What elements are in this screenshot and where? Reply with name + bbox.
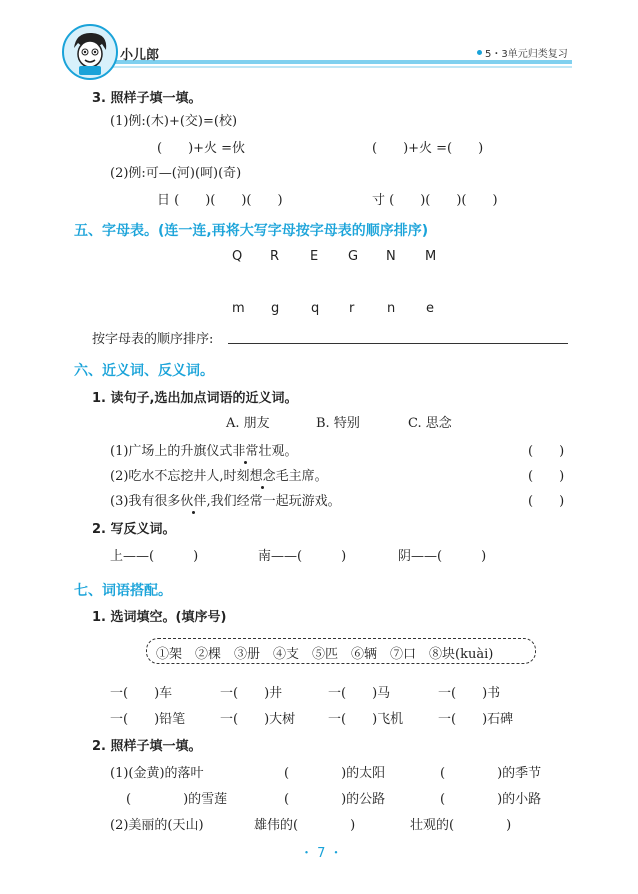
antonym-item[interactable]: 南——( ) bbox=[258, 549, 347, 564]
sentence-text: (2)吃水不忘挖井人,时刻 bbox=[110, 469, 250, 484]
sentence-text: 毛主席。 bbox=[275, 469, 328, 484]
uppercase-letter: N bbox=[386, 249, 396, 264]
lowercase-letter: m bbox=[232, 301, 245, 316]
page-number: ・ 7 ・ bbox=[300, 846, 343, 861]
q3-title: 3. 照样子填一填。 bbox=[92, 91, 202, 106]
uppercase-letter: R bbox=[270, 249, 280, 264]
sentence-text: (3)我有很多 bbox=[110, 494, 181, 509]
answer-blank[interactable]: ( ) bbox=[528, 494, 565, 509]
measure-word-blank[interactable]: 一( )车 bbox=[110, 686, 173, 701]
answer-blank[interactable]: ( ) bbox=[528, 469, 565, 484]
phrase-item[interactable]: ( )的小路 bbox=[440, 792, 542, 807]
dotted-word: 非常 bbox=[232, 444, 259, 459]
lowercase-letter: g bbox=[271, 301, 280, 316]
sentence-text: 壮观。 bbox=[258, 444, 298, 459]
phrase-item[interactable]: ( )的季节 bbox=[440, 766, 542, 781]
section7-title: 七、词语搭配。 bbox=[74, 583, 172, 599]
s7-q2-title: 2. 照样子填一填。 bbox=[92, 739, 202, 754]
phrase-item: (1)(金黄)的落叶 bbox=[110, 766, 204, 781]
phrase-item[interactable]: ( )的公路 bbox=[284, 792, 386, 807]
section6-title: 六、近义词、反义词。 bbox=[74, 363, 214, 379]
lowercase-letter: e bbox=[426, 301, 434, 316]
q3-example-2: (2)例:可—(河)(呵)(奇) bbox=[110, 166, 242, 181]
option-c: C. 思念 bbox=[408, 416, 452, 431]
dotted-word: 想念 bbox=[249, 469, 276, 484]
s6-q1-title: 1. 读句子,选出加点词语的近义词。 bbox=[92, 391, 298, 406]
measure-word-blank[interactable]: 一( )马 bbox=[328, 686, 391, 701]
phrase-item[interactable]: 雄伟的( ) bbox=[254, 818, 356, 833]
measure-word-blank[interactable]: 一( )飞机 bbox=[328, 712, 404, 727]
antonym-item[interactable]: 上——( ) bbox=[110, 549, 199, 564]
dotted-word: 伙伴 bbox=[180, 494, 207, 509]
sentence-text: (1)广场上的升旗仪式 bbox=[110, 444, 233, 459]
sentence-3 bbox=[110, 490, 341, 509]
uppercase-letter: E bbox=[310, 249, 319, 264]
word-options: ①架 ②棵 ③册 ④支 ⑤匹 ⑥辆 ⑦口 ⑧块(kuài) bbox=[156, 647, 494, 662]
section5-title: 五、字母表。(连一连,再将大写字母按字母表的顺序排序) bbox=[74, 223, 429, 239]
measure-word-blank[interactable]: 一( )石碑 bbox=[438, 712, 514, 727]
uppercase-letter: G bbox=[348, 249, 359, 264]
option-b: B. 特别 bbox=[316, 416, 360, 431]
phrase-item[interactable]: ( )的太阳 bbox=[284, 766, 386, 781]
antonym-item[interactable]: 阴——( ) bbox=[398, 549, 487, 564]
phrase-item: (2)美丽的(天山) bbox=[110, 818, 204, 833]
lowercase-letter: r bbox=[349, 301, 355, 316]
q3-row1-item-a: ( )+火 =伙 bbox=[157, 141, 246, 156]
sentence-text: ,我们经常一起玩游戏。 bbox=[206, 494, 341, 509]
q3-row1-item-b: ( )+火 =( ) bbox=[372, 141, 484, 156]
uppercase-letter: M bbox=[425, 249, 437, 264]
lowercase-letter: q bbox=[311, 301, 320, 316]
phrase-item[interactable]: ( )的雪莲 bbox=[126, 792, 228, 807]
q3-example-1: (1)例:(木)+(交)=(校) bbox=[110, 114, 238, 129]
mascot-boy-icon bbox=[66, 28, 114, 76]
phrase-item[interactable]: 壮观的( ) bbox=[410, 818, 512, 833]
series-title: 5・3单元归类复习 bbox=[485, 49, 568, 60]
s7-q1-title: 1. 选词填空。(填序号) bbox=[92, 610, 227, 625]
sort-label: 按字母表的顺序排序: bbox=[92, 332, 214, 347]
measure-word-blank[interactable]: 一( )书 bbox=[438, 686, 501, 701]
sort-answer-line[interactable] bbox=[228, 343, 568, 344]
option-a: A. 朋友 bbox=[226, 416, 270, 431]
s6-q2-title: 2. 写反义词。 bbox=[92, 522, 176, 537]
sentence-2 bbox=[110, 465, 328, 484]
lowercase-letter: n bbox=[387, 301, 396, 316]
measure-word-blank[interactable]: 一( )大树 bbox=[220, 712, 296, 727]
q3-row2-item-b: 寸 ( )( )( ) bbox=[372, 193, 498, 208]
series-bullet-icon bbox=[477, 50, 482, 55]
uppercase-letter: Q bbox=[232, 249, 243, 264]
measure-word-blank[interactable]: 一( )铅笔 bbox=[110, 712, 186, 727]
answer-blank[interactable]: ( ) bbox=[528, 444, 565, 459]
measure-word-blank[interactable]: 一( )井 bbox=[220, 686, 283, 701]
brand-name: 小儿郎 bbox=[120, 48, 160, 63]
sentence-1 bbox=[110, 440, 297, 459]
q3-row2-item-a: 日 ( )( )( ) bbox=[157, 193, 283, 208]
